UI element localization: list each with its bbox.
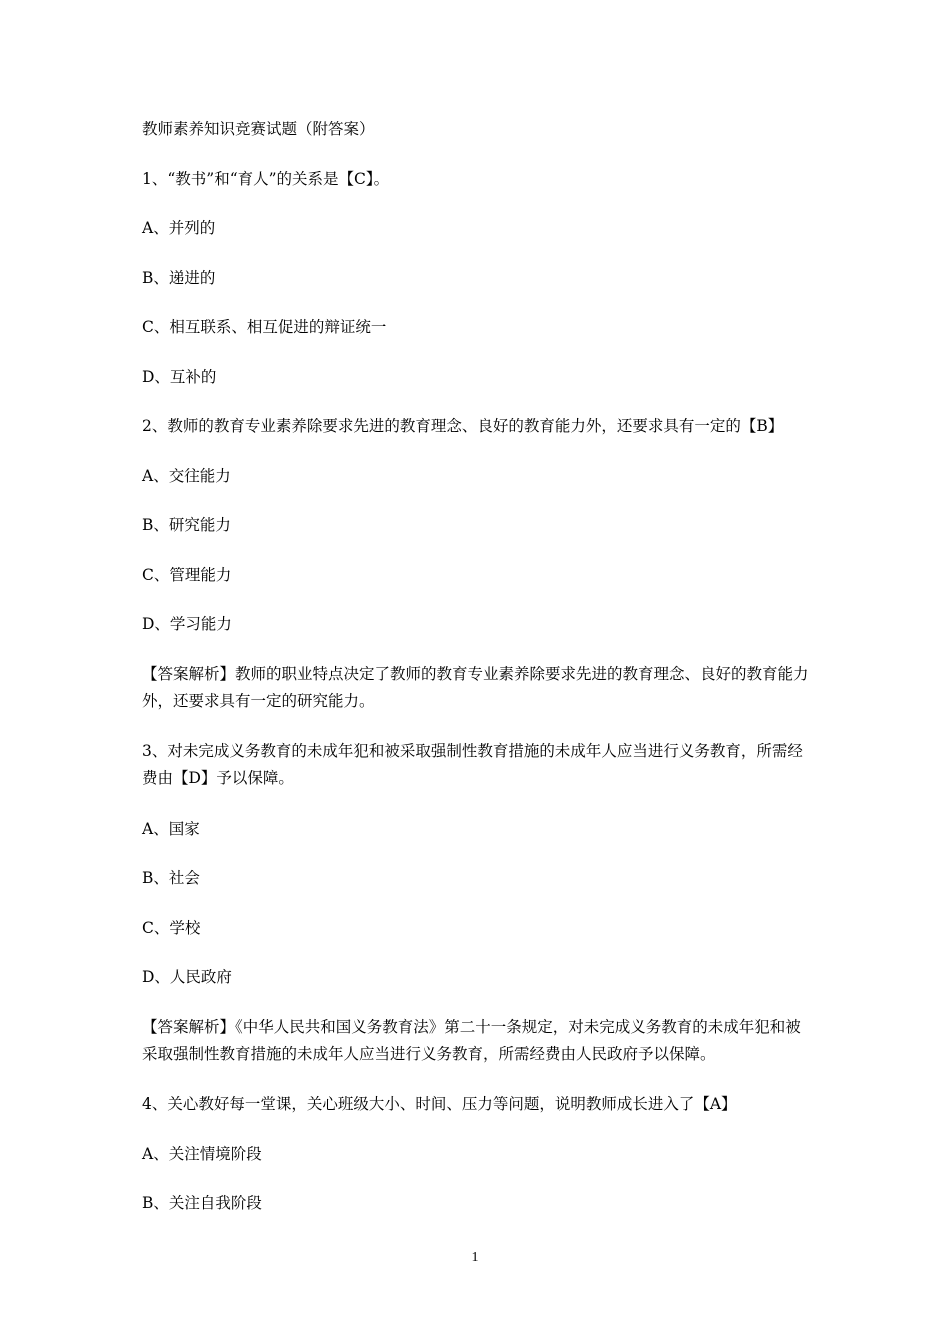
answer-explanation-2: 【答案解析】教师的职业特点决定了教师的教育专业素养除要求先进的教育理念、良好的教育能力外，还要求具有一定的研究能力。 [142, 664, 809, 710]
option-1d: D、互补的 [142, 367, 217, 386]
option-2d: D、学习能力 [142, 615, 232, 633]
option-3a: A、国家 [142, 819, 200, 838]
option-2a: A、交往能力 [142, 466, 231, 485]
option-4b: B、关注自我阶段 [142, 1194, 262, 1212]
option-3d: D、人民政府 [142, 968, 232, 986]
document-title: 教师素养知识竞赛试题（附答案） [142, 120, 375, 138]
document-body [142, 116, 812, 1240]
page-number: 1 [471, 1250, 479, 1265]
option-4a: A、关注情境阶段 [142, 1144, 262, 1163]
question-2: 2、教师的教育专业素养除要求先进的教育理念、良好的教育能力外，还要求具有一定的【B】 [142, 417, 784, 435]
option-3c: C、学校 [142, 918, 201, 937]
option-1b: B、递进的 [142, 268, 216, 287]
option-2b: B、研究能力 [142, 516, 231, 534]
question-1: 1、“教书”和“育人”的关系是【C】。 [142, 169, 390, 188]
option-3b: B、社会 [142, 869, 200, 887]
question-3: 3、对未完成义务教育的未成年犯和被采取强制性教育措施的未成年人应当进行义务教育，所需经费由【D】予以保障。 [142, 742, 803, 787]
question-4: 4、关心教好每一堂课，关心班级大小、时间、压力等问题，说明教师成长进入了【A】 [142, 1095, 737, 1113]
option-1a: A、并列的 [142, 219, 216, 237]
option-2c: C、管理能力 [142, 565, 232, 584]
answer-explanation-3: 【答案解析】《中华人民共和国义务教育法》第二十一条规定，对未完成义务教育的未成年犯和被采取强制性教育措施的未成年人应当进行义务教育，所需经费由人民政府予以保障。 [142, 1017, 801, 1063]
option-1c: C、相互联系、相互促进的辩证统一 [142, 318, 387, 336]
